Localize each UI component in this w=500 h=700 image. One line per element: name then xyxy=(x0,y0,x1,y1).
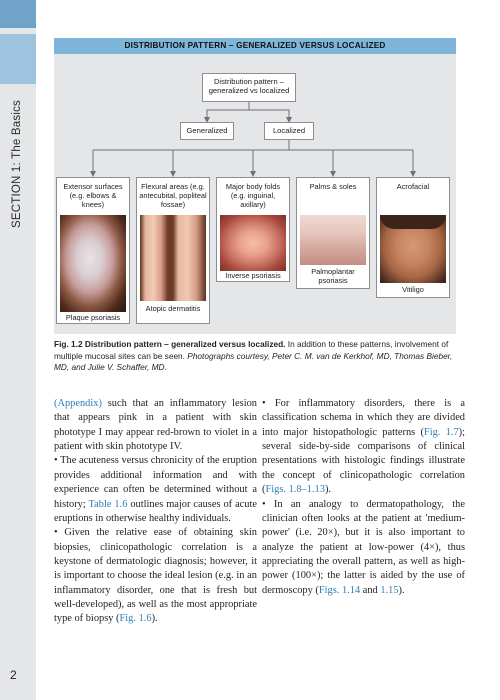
paragraph-text: and xyxy=(360,584,381,596)
palmoplantar-psoriasis-photo xyxy=(300,215,366,265)
figure-header: DISTRIBUTION PATTERN – GENERALIZED VERSUS LOCALIZED xyxy=(54,38,456,54)
category-palms-soles xyxy=(296,177,370,289)
paragraph-text: ). xyxy=(398,584,405,596)
section-label-text: SECTION 1: The Basics xyxy=(11,100,24,228)
paragraph xyxy=(54,454,257,526)
category-extensor xyxy=(56,177,130,324)
category-title: Extensor surfaces (e.g. elbows & knees) xyxy=(63,182,123,210)
generalized-node: Generalized xyxy=(180,122,234,140)
body-column-right xyxy=(262,397,465,598)
category-caption: Vitiligo xyxy=(402,285,424,294)
category-caption: Plaque psoriasis xyxy=(65,313,121,322)
root-node: Distribution pattern – generalized vs localized xyxy=(202,73,296,102)
page-number: 2 xyxy=(10,668,17,682)
arrow-to-localized xyxy=(249,110,289,120)
category-body-folds xyxy=(216,177,290,282)
paragraph-text: outlines major causes of acute eruptions in otherwise healthy individuals. xyxy=(54,498,257,524)
section-label xyxy=(4,100,30,228)
sidebar-tab-dark xyxy=(0,0,36,28)
sidebar-tab-light xyxy=(0,34,36,84)
arrow-to-generalized xyxy=(207,102,249,120)
figure-caption-text: In addition to these patterns, involvement of multiple mucosal sites can be seen. xyxy=(54,339,449,361)
figure-caption xyxy=(54,339,456,374)
atopic-dermatitis-photo xyxy=(140,215,206,301)
figs-1-14-link[interactable]: Figs. 1.14 xyxy=(318,584,361,596)
paragraph-text: ). xyxy=(324,484,331,496)
paragraph-text: • In an analogy to dermatopathology, the clinician often looks at the patient at 'medium-power' (i.e. 20×), but it is also important to analyze the patient at low-power (4×), thus appreciating the overall pattern, as well as high-power (100×); the latter is aided by the use of dermoscopy ( xyxy=(262,498,465,596)
figure-caption-label: Fig. 1.2 Distribution pattern – generalized versus localized. xyxy=(54,339,286,349)
fig-1-7-link[interactable]: Fig. 1.7 xyxy=(423,426,459,438)
paragraph-text: such that an inflammatory lesion that appears pink in a patient with skin phototype I may appear red-brown to violet in a patient with skin phototype IV. xyxy=(54,398,257,453)
plaque-psoriasis-photo xyxy=(60,215,126,312)
fig-1-6-link[interactable]: Fig. 1.6 xyxy=(119,613,152,625)
inverse-psoriasis-photo xyxy=(220,215,286,271)
body-column-left xyxy=(54,397,257,627)
category-caption: Palmoplantar psoriasis xyxy=(311,267,355,286)
paragraph-text: ); several side-by-side comparisons of clinical presentations with histologic findings illustrate the concept of clinicopathologic correlation ( xyxy=(262,426,466,496)
fig-1-15-link[interactable]: 1.15 xyxy=(380,584,399,596)
category-caption: Inverse psoriasis xyxy=(225,271,281,280)
appendix-link[interactable]: (Appendix) xyxy=(54,398,102,409)
category-title: Flexural areas (e.g. antecubital, popliteal fossae) xyxy=(139,182,207,210)
category-caption: Atopic dermatitis xyxy=(145,304,201,313)
page-sidebar xyxy=(0,0,36,700)
paragraph xyxy=(54,526,257,627)
category-title: Acrofacial xyxy=(396,182,430,191)
paragraph-text: • For inflammatory disorders, there is a classification schema in which they are divided into major histopathologic patterns ( xyxy=(262,398,465,438)
category-title: Palms & soles xyxy=(309,182,357,191)
table-1-6-link[interactable]: Table 1.6 xyxy=(88,498,128,510)
paragraph-text: ). xyxy=(151,613,158,625)
figure-1-2 xyxy=(54,38,456,334)
figs-1-8-1-13-link[interactable]: Figs. 1.8–1.13 xyxy=(265,484,325,496)
paragraph-text: • Given the relative ease of obtaining skin biopsies, clinicopathologic correlation is a keystone of dermatologic diagnosis; however, it is important to choose the ideal lesion (e.g. in an inflammatory disorder, one that is fresh but well-developed), as well as the most appropriate type of biopsy ( xyxy=(54,527,257,625)
paragraph xyxy=(262,498,465,599)
figure-caption-credit: Photographs courtesy, Peter C. M. van de Kerkhof, MD, Thomas Bieber, MD, and Julie V. Schaffer, MD. xyxy=(54,350,453,373)
localized-node: Localized xyxy=(264,122,314,140)
category-title: Major body folds (e.g. inguinal, axillary) xyxy=(225,182,281,210)
paragraph xyxy=(54,397,257,454)
paragraph-text: • The acuteness versus chronicity of the eruption provides additional information and with experience can often be determined without a history; xyxy=(54,455,257,510)
vitiligo-photo xyxy=(380,215,446,283)
category-flexural xyxy=(136,177,210,324)
category-acrofacial xyxy=(376,177,450,298)
paragraph xyxy=(262,397,465,498)
